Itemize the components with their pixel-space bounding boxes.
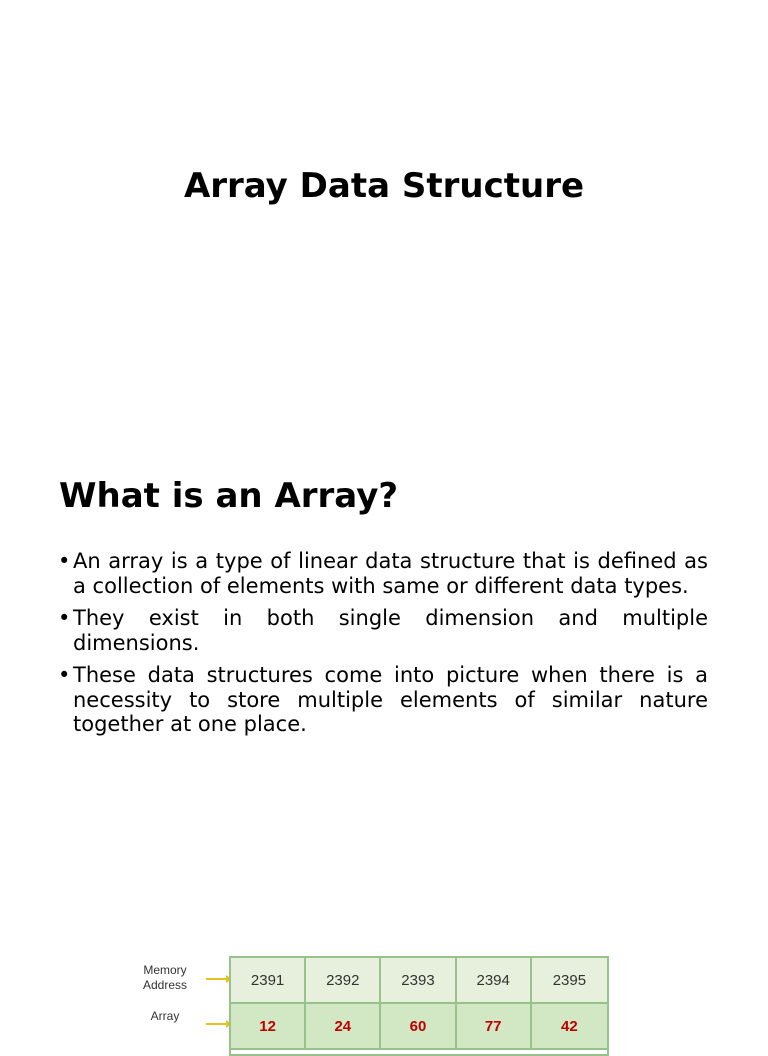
value-cell: 77 bbox=[457, 1004, 532, 1050]
arrow-right-icon bbox=[206, 1023, 228, 1025]
bullet-text: These data structures come into picture when there is a necessity to store multiple elements of similar nature together at one place. bbox=[73, 663, 708, 736]
array-memory-diagram bbox=[130, 950, 620, 1035]
bullet-text: They exist in both single dimension and multiple dimensions. bbox=[73, 606, 708, 655]
bullet-dot-icon: • bbox=[58, 606, 71, 630]
bullet-list bbox=[58, 549, 708, 745]
address-cell: 2391 bbox=[231, 958, 306, 1004]
slide-title: Array Data Structure bbox=[183, 166, 585, 206]
bullet-text: An array is a type of linear data structure that is defined as a collection of elements with same or different data types. bbox=[73, 549, 708, 598]
array-label: Array bbox=[150, 1009, 180, 1023]
bullet-item-usage bbox=[58, 663, 708, 737]
value-cell: 60 bbox=[381, 1004, 456, 1050]
bullet-item-dimensions bbox=[58, 606, 708, 655]
bullet-item-definition bbox=[58, 549, 708, 598]
bullet-dot-icon: • bbox=[58, 549, 71, 573]
section-heading: What is an Array? bbox=[59, 476, 399, 516]
arrow-right-icon bbox=[206, 978, 228, 980]
memory-address-label: Memory Address bbox=[142, 963, 188, 992]
address-cell: 2394 bbox=[457, 958, 532, 1004]
address-cell: 2393 bbox=[381, 958, 456, 1004]
value-cell: 12 bbox=[231, 1004, 306, 1050]
array-grid bbox=[229, 956, 609, 1056]
bullet-dot-icon: • bbox=[58, 663, 71, 687]
address-cell: 2392 bbox=[306, 958, 381, 1004]
value-cell: 42 bbox=[532, 1004, 607, 1050]
value-cell: 24 bbox=[306, 1004, 381, 1050]
address-cell: 2395 bbox=[532, 958, 607, 1004]
